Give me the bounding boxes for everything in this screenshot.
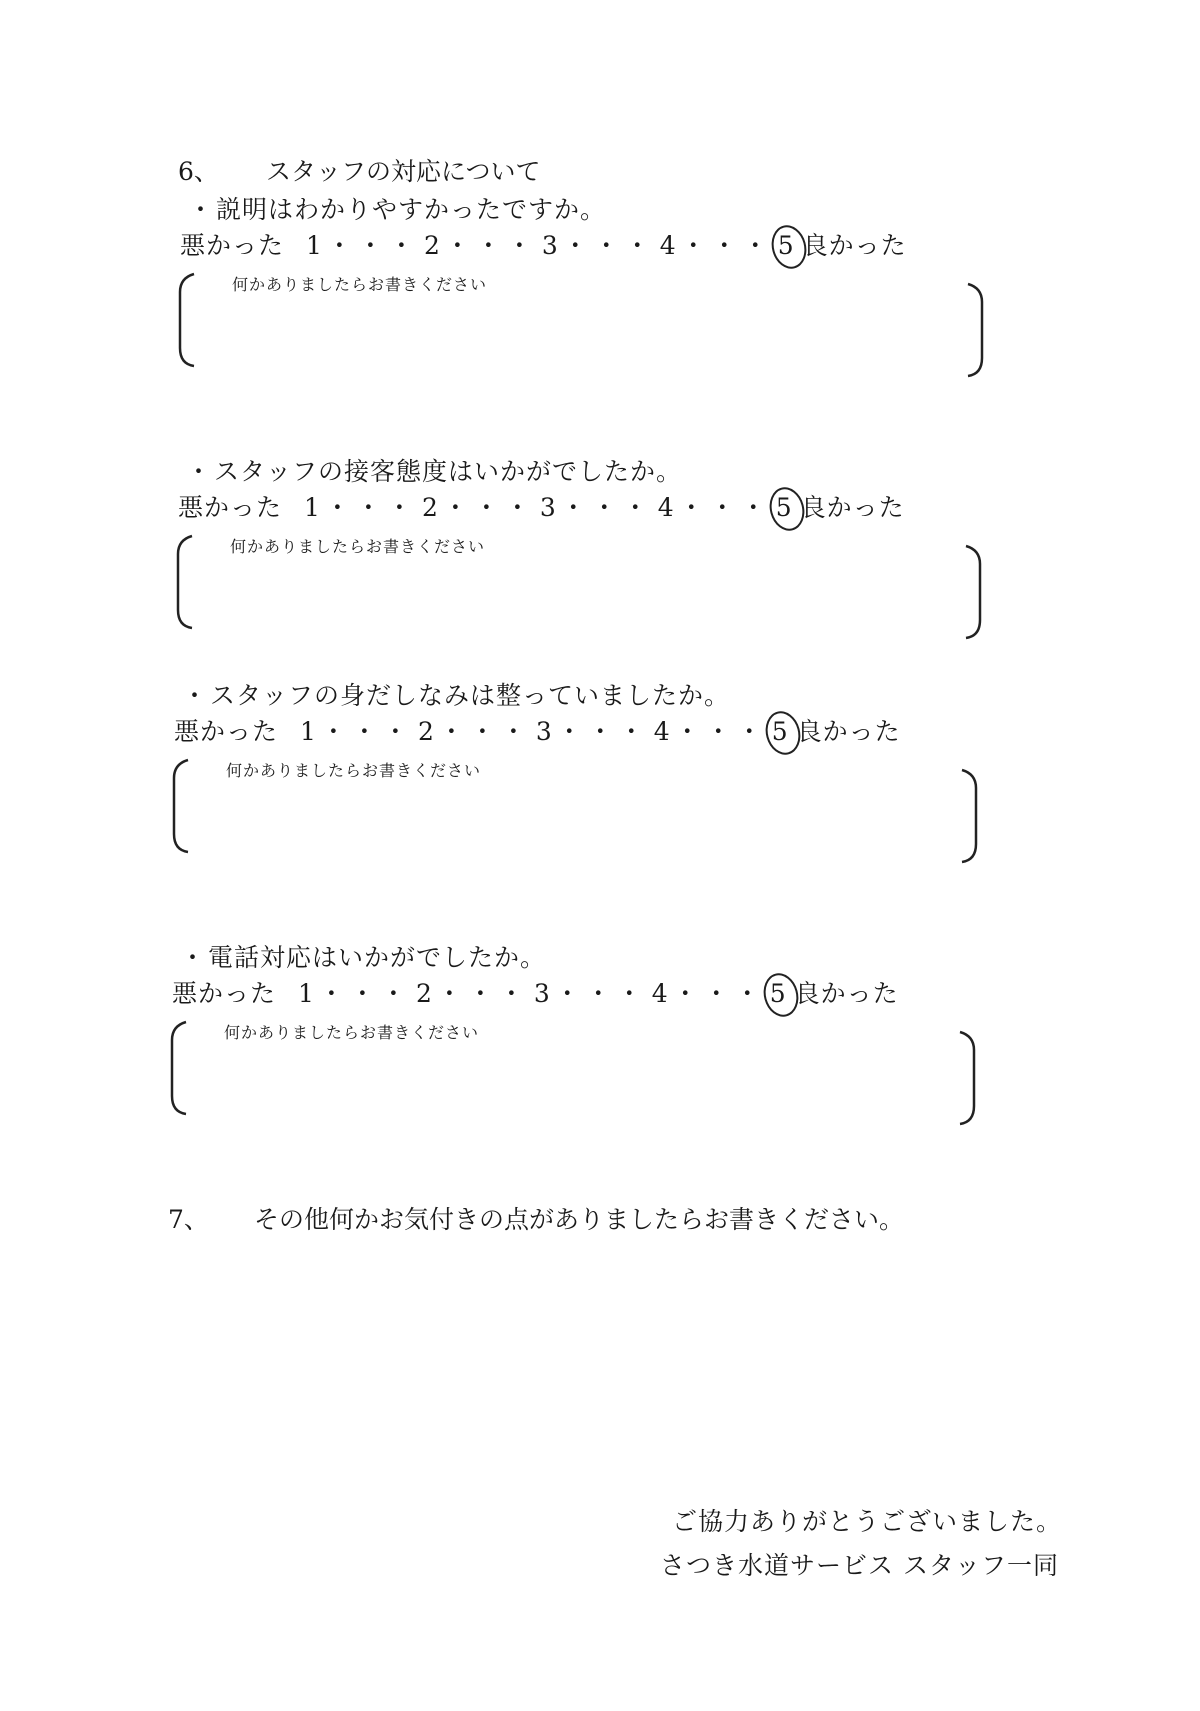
rating-dots: ・・・ — [318, 979, 412, 1008]
rating-option-5[interactable]: 5 — [778, 231, 795, 260]
rating-dots: ・・・ — [320, 717, 414, 746]
rating-dots: ・・・ — [560, 493, 654, 522]
question-text: スタッフの接客態度はいかがでしたか。 — [214, 457, 683, 486]
rating-worst-label: 悪かった — [178, 493, 283, 522]
question-text: スタッフの身だしなみは整っていましたか。 — [210, 681, 731, 710]
comment-box-right-bracket — [956, 1030, 980, 1126]
question-bullet: ・ — [188, 195, 214, 224]
rating-dots: ・・・ — [438, 717, 532, 746]
rating-dots: ・・・ — [680, 231, 774, 260]
rating-dots: ・・・ — [562, 231, 656, 260]
question-bullet: ・ — [182, 681, 208, 710]
rating-option-4[interactable]: 4 — [651, 979, 669, 1008]
question-text: 電話対応はいかがでしたか。 — [208, 943, 547, 972]
rating-best-label: 良かった — [794, 979, 899, 1008]
rating-option-1[interactable]: 1 — [298, 979, 315, 1008]
rating-option-1[interactable]: 1 — [306, 231, 323, 260]
comment-box-right-bracket — [958, 768, 982, 864]
signature: さつき水道サービス スタッフ一同 — [660, 1551, 1059, 1580]
rating-option-2[interactable]: 2 — [421, 493, 439, 522]
section-7-number: 7、 — [168, 1205, 209, 1234]
comment-box-right-bracket — [964, 282, 988, 378]
section-7-title: その他何かお気付きの点がありましたらお書きください。 — [254, 1205, 905, 1234]
rating-scale — [174, 712, 901, 748]
rating-worst-label: 悪かった — [174, 717, 279, 746]
rating-option-3[interactable]: 3 — [535, 717, 553, 746]
comment-hint: 何かありましたらお書きください — [232, 275, 488, 294]
rating-scale — [172, 974, 899, 1010]
rating-dots: ・・・ — [444, 231, 538, 260]
question-bullet: ・ — [180, 943, 206, 972]
rating-option-2[interactable]: 2 — [417, 717, 435, 746]
section-6-number: 6、 — [178, 157, 219, 186]
rating-dots: ・・・ — [556, 717, 650, 746]
rating-option-5[interactable]: 5 — [776, 493, 793, 522]
rating-dots: ・・・ — [554, 979, 648, 1008]
question-bullet: ・ — [186, 457, 212, 486]
comment-box-left-bracket — [174, 272, 198, 368]
question-text: 説明はわかりやすかったですか。 — [216, 195, 607, 224]
rating-option-2[interactable]: 2 — [423, 231, 441, 260]
comment-box-left-bracket — [168, 758, 192, 854]
rating-option-4[interactable]: 4 — [659, 231, 677, 260]
rating-option-1[interactable]: 1 — [300, 717, 317, 746]
rating-worst-label: 悪かった — [180, 231, 285, 260]
rating-option-3[interactable]: 3 — [541, 231, 559, 260]
comment-box-right-bracket — [962, 544, 986, 640]
rating-dots: ・・・ — [326, 231, 420, 260]
comment-hint: 何かありましたらお書きください — [224, 1023, 480, 1042]
rating-dots: ・・・ — [442, 493, 536, 522]
rating-best-label: 良かった — [796, 717, 901, 746]
rating-option-3[interactable]: 3 — [533, 979, 551, 1008]
rating-scale — [180, 226, 907, 262]
comment-hint: 何かありましたらお書きください — [230, 537, 486, 556]
rating-option-2[interactable]: 2 — [415, 979, 433, 1008]
rating-best-label: 良かった — [800, 493, 905, 522]
rating-option-3[interactable]: 3 — [539, 493, 557, 522]
rating-option-1[interactable]: 1 — [304, 493, 321, 522]
comment-hint: 何かありましたらお書きください — [226, 761, 482, 780]
thanks-message: ご協力ありがとうございました。 — [672, 1507, 1063, 1536]
rating-best-label: 良かった — [802, 231, 907, 260]
rating-dots: ・・・ — [672, 979, 766, 1008]
rating-dots: ・・・ — [674, 717, 768, 746]
section-6-title: スタッフの対応について — [266, 157, 541, 186]
rating-worst-label: 悪かった — [172, 979, 277, 1008]
comment-box-left-bracket — [166, 1020, 190, 1116]
rating-option-4[interactable]: 4 — [653, 717, 671, 746]
rating-option-4[interactable]: 4 — [657, 493, 675, 522]
rating-dots: ・・・ — [324, 493, 418, 522]
rating-dots: ・・・ — [678, 493, 772, 522]
comment-box-left-bracket — [172, 534, 196, 630]
rating-dots: ・・・ — [436, 979, 530, 1008]
rating-option-5[interactable]: 5 — [772, 717, 789, 746]
rating-scale — [178, 488, 905, 524]
rating-option-5[interactable]: 5 — [770, 979, 787, 1008]
